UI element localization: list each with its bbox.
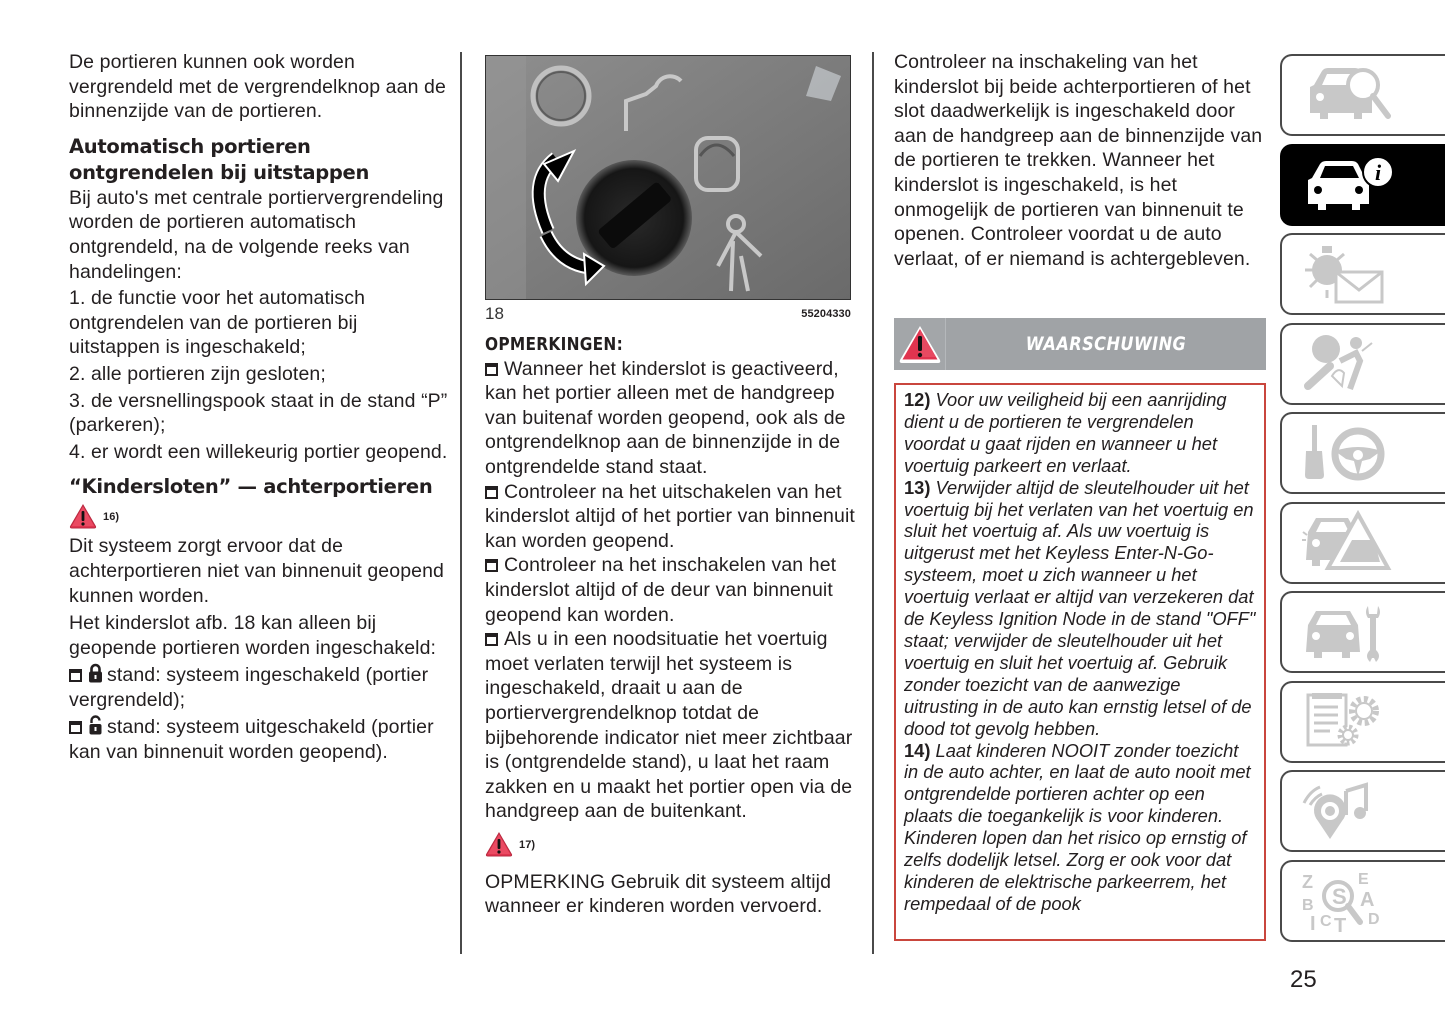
warning-item	[904, 740, 1256, 915]
child-lock-para: Het kinderslot afb. 18 kan alleen bij geopende portieren worden ingeschakeld:	[69, 612, 437, 659]
car-info-icon	[1300, 152, 1395, 217]
warning-title: WAARSCHUWING	[1025, 333, 1187, 355]
car-hazard-triangle-icon	[1300, 510, 1395, 575]
tab-servicing-and-maintenance[interactable]	[1280, 591, 1445, 673]
step-item: 3. de versnellingspook staat in de stand “P” (parkeren);	[69, 389, 448, 437]
unlocked-state-text: stand: systeem uitgeschakeld (portier kan van binnenuit worden geopend).	[69, 716, 434, 764]
warning-text: Laat kinderen NOOIT zonder toezicht in de auto achter, en laat de auto nooit met ontgrendelde portieren achter op een plaats die toegankelijk is voor kinderen. Kinderen lopen dan het risico op ernstig of zelfs dodelijk letsel. Zorg er ook voor dat kinderen de elektrische parkeerrem, het rempedaal of de pook	[904, 739, 1251, 914]
tab-getting-to-know-vehicle[interactable]	[1280, 54, 1445, 136]
svg-text:S: S	[1332, 884, 1347, 909]
multimedia-icon	[1300, 779, 1395, 844]
svg-text:A: A	[1360, 889, 1375, 911]
svg-text:I: I	[1310, 913, 1316, 933]
chapter-tabs	[1280, 54, 1445, 949]
svg-text:T: T	[1334, 915, 1347, 933]
airbag-seat-icon	[1300, 331, 1395, 396]
warning-item	[904, 477, 1256, 740]
column-divider	[872, 52, 874, 954]
note-text: Als u in een noodsituatie het voertuig moet verlaten terwijl het systeem is ingeschakeld, draait u aan de portiervergrendelknop totdat de bijbehorende indicator niet meer zichtbaar is (ontgrendelde stand), u laat het raam zakken en u maakt het portier open via de handgreep aan de buitenkant.	[485, 628, 853, 823]
auto-unlock-body: Bij auto's met centrale portiervergrendeling worden de portieren automatisch ontgrendeld, na de volgende reeks van handelingen:	[69, 186, 444, 283]
tab-safety[interactable]	[1280, 323, 1445, 405]
bullet-square-icon	[485, 486, 498, 499]
page-number: 25	[1290, 966, 1317, 993]
warning-box	[894, 383, 1266, 941]
closing-note: OPMERKING Gebruik dit systeem altijd wanneer er kinderen worden vervoerd.	[485, 870, 832, 918]
warning-number: 13)	[904, 476, 931, 498]
warning-reference[interactable]	[485, 830, 857, 858]
section-heading-child-locks: “Kindersloten” — achterportieren	[69, 475, 433, 499]
warning-ref-number: 16)	[103, 511, 120, 524]
tab-warning-lights[interactable]	[1280, 233, 1445, 315]
svg-text:B: B	[1302, 897, 1314, 914]
child-lock-photo-illustration	[486, 56, 851, 300]
figure-number: 18	[485, 304, 505, 323]
warning-triangle-icon	[69, 503, 97, 529]
step-item: 2. alle portieren zijn gesloten;	[69, 362, 326, 385]
note-item	[485, 480, 857, 554]
lock-state-item	[69, 663, 449, 712]
tab-multimedia[interactable]	[1280, 770, 1445, 852]
warning-number: 14)	[904, 739, 931, 761]
svg-text:C: C	[1320, 913, 1332, 930]
note-text: Controleer na het uitschakelen van het kinderslot altijd of het portier van binnenuit kan worden geopend.	[485, 480, 855, 552]
car-wrench-icon	[1300, 600, 1395, 665]
warning-number: 12)	[904, 389, 931, 410]
bullet-square-icon	[485, 363, 498, 376]
key-steering-wheel-icon	[1300, 421, 1395, 486]
step-item: 4. er wordt een willekeurig portier geopend.	[69, 440, 448, 463]
bullet-square-icon	[69, 669, 82, 682]
svg-text:D: D	[1368, 911, 1380, 928]
locked-padlock-icon	[88, 663, 103, 683]
warning-header-icon-cell	[894, 318, 946, 370]
note-item	[485, 553, 857, 627]
warning-triangle-icon	[485, 831, 513, 857]
bullet-square-icon	[485, 559, 498, 572]
note-text: Controleer na het inschakelen van het kinderslot altijd of de deur van binnenuit geopend kan worden.	[485, 554, 837, 626]
specs-gears-icon	[1300, 689, 1395, 754]
tab-getting-to-know-instrument-panel[interactable]	[1280, 144, 1445, 226]
svg-text:Z: Z	[1302, 872, 1313, 892]
step-item: 1. de functie voor het automatisch ontgrendelen van de portieren bij uitstappen is ingeschakeld;	[69, 287, 366, 359]
intro-paragraph: De portieren kunnen ook worden vergrendeld met de vergrendelknop aan de binnenzijde van de portieren.	[69, 51, 446, 123]
child-lock-para: Dit systeem zorgt ervoor dat de achterportieren niet van binnenuit geopend kunnen worden.	[69, 535, 444, 607]
note-text: Wanneer het kinderslot is geactiveerd, kan het portier alleen met de handgreep van buitenaf worden geopend, ook als de ontgrendelknop aan de binnenzijde in de ontgrendelde stand staat.	[485, 357, 846, 478]
bullet-square-icon	[485, 633, 498, 646]
column-divider	[460, 52, 462, 954]
warning-reference[interactable]	[69, 502, 449, 530]
locked-state-text: stand: systeem ingeschakeld (portier vergrendeld);	[69, 664, 429, 711]
lock-state-item	[69, 715, 449, 764]
notes-title: OPMERKINGEN:	[485, 334, 624, 355]
warning-item	[904, 389, 1256, 477]
figure-code: 55204330	[801, 308, 851, 320]
index-search-icon	[1300, 868, 1395, 933]
tab-index[interactable]	[1280, 860, 1445, 942]
car-search-icon	[1300, 63, 1395, 128]
svg-text:E: E	[1358, 871, 1369, 888]
figure-caption	[485, 302, 851, 327]
figure-child-lock-photo	[485, 55, 851, 300]
tab-in-an-emergency[interactable]	[1280, 502, 1445, 584]
tab-technical-specifications[interactable]	[1280, 681, 1445, 763]
section-heading-auto-unlock: Automatisch portieren ontgrendelen bij uitstappen	[69, 134, 370, 184]
unlocked-padlock-icon	[88, 715, 103, 735]
warning-text: Voor uw veiligheid bij een aanrijding dient u de portieren te vergrendelen voordat u gaat rijden en wanneer u het voertuig parkeert en verlaat.	[904, 389, 1227, 476]
note-item	[485, 627, 857, 824]
warning-text: Verwijder altijd de sleutelhouder uit het voertuig bij het verlaten van het voertuig en sluit het voertuig af. Als uw voertuig is uitgerust met het Keyless Enter-N-Go-systeem, moet u zich wanneer u het voertuig verlaat er altijd van verzekeren dat de Keyless Ignition Node in de stand "OFF" staat; verwijder de sleutelhouder uit het voertuig en sluit het voertuig af. Gebruik zonder toezicht van de aanwezige uitrusting in de auto kan ernstig letsel of de dood tot gevolg hebben.	[904, 476, 1256, 739]
tab-starting-and-driving[interactable]	[1280, 412, 1445, 494]
warning-header	[894, 318, 1266, 370]
column-right	[894, 50, 1266, 271]
warning-triangle-icon	[898, 324, 942, 364]
note-item	[485, 357, 857, 480]
bullet-square-icon	[69, 721, 82, 734]
child-lock-check-paragraph: Controleer na inschakeling van het kinderslot bij beide achterportieren of het slot daadwerkelijk is ingeschakeld door aan de handgreep aan de binnenzijde van de portieren te trekken. Wanneer het kinderslot is ingeschakeld, is het onmogelijk de portieren van binnenuit te openen. Controleer voordat u de auto verlaat, of er niemand is achtergebleven.	[894, 51, 1263, 270]
warning-ref-number: 17)	[519, 838, 536, 851]
column-middle	[485, 53, 857, 919]
svg-text:i: i	[1374, 160, 1382, 185]
column-left	[69, 50, 449, 765]
warning-light-message-icon	[1300, 242, 1395, 307]
